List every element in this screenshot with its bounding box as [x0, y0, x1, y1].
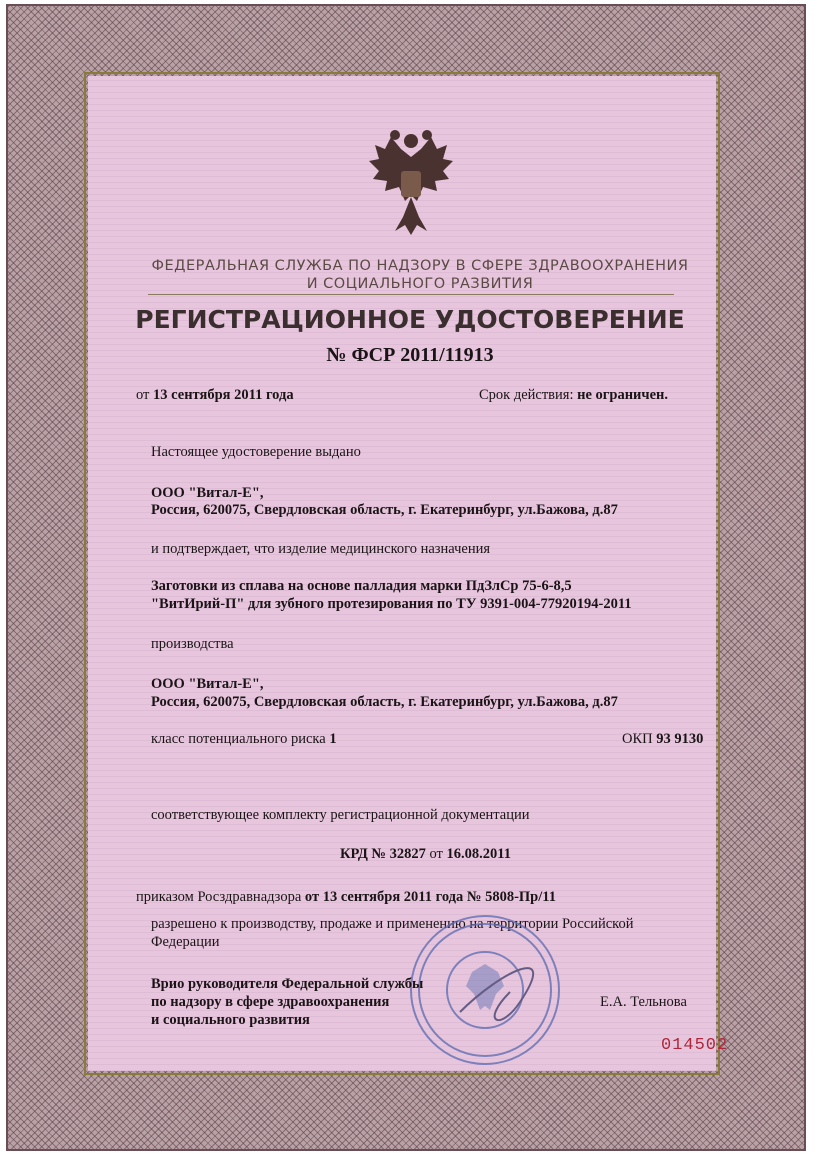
signatory-line-1: Врио руководителя Федеральной службы	[151, 976, 424, 992]
okp-label: ОКП	[622, 731, 653, 747]
certificate-number: № ФСР 2011/11913	[326, 344, 494, 366]
issue-date	[136, 387, 294, 404]
risk-value: 1	[329, 731, 337, 747]
permitted-line-2: Федерации	[151, 934, 220, 950]
order-value: от 13 сентября 2011 года № 5808-Пр/11	[304, 889, 556, 905]
agency-line-2: И СОЦИАЛЬНОГО РАЗВИТИЯ	[306, 276, 534, 292]
okp-value: 93 9130	[656, 731, 704, 747]
order-line	[136, 889, 556, 906]
issue-date-prefix: от	[136, 387, 150, 403]
conformity-text: соответствующее комплекту регистрационной документации	[151, 807, 530, 823]
issued-to-name: ООО "Витал-Е",	[151, 485, 264, 501]
product-line-2: "ВитИрий-П" для зубного протезирования по ТУ 9391-004-77920194-2011	[151, 596, 632, 612]
product-line-1: Заготовки из сплава на основе палладия марки ПдЗлСр 75-6-8,5	[151, 578, 572, 594]
okp-code	[622, 731, 703, 748]
krd-middle: от	[429, 846, 443, 862]
confirms-text: и подтверждает, что изделие медицинского назначения	[151, 541, 491, 557]
certificate-title: РЕГИСТРАЦИОННОЕ УДОСТОВЕРЕНИЕ	[135, 305, 685, 334]
signatory-line-2: по надзору в сфере здравоохранения	[151, 994, 390, 1010]
signatory-name: Е.А. Тельнова	[600, 994, 687, 1010]
agency-line-1: ФЕДЕРАЛЬНАЯ СЛУЖБА ПО НАДЗОРУ В СФЕРЕ ЗДРАВООХРАНЕНИЯ	[151, 258, 689, 274]
serial-number: 014502	[661, 1036, 729, 1055]
krd-label: КРД № 32827	[340, 846, 426, 862]
production-label: производства	[151, 636, 234, 652]
krd-reference	[340, 846, 511, 863]
validity-value: не ограничен.	[577, 387, 668, 403]
issued-to-intro: Настоящее удостоверение выдано	[151, 444, 361, 460]
permitted-line-1: разрешено к производству, продаже и применению на территории Российской	[151, 916, 634, 932]
order-label: приказом Росздравнадзора	[136, 889, 302, 905]
validity	[479, 387, 668, 404]
production-address: Россия, 620075, Свердловская область, г. Екатеринбург, ул.Бажова, д.87	[151, 694, 618, 710]
risk-label: класс потенциального риска	[151, 731, 326, 747]
validity-label: Срок действия:	[479, 387, 574, 403]
issued-to-address: Россия, 620075, Свердловская область, г. Екатеринбург, ул.Бажова, д.87	[151, 502, 618, 518]
krd-date: 16.08.2011	[446, 846, 511, 862]
signatory-line-3: и социального развития	[151, 1012, 310, 1028]
risk-class	[151, 731, 337, 748]
production-name: ООО "Витал-Е",	[151, 676, 264, 692]
official-stamp-icon	[400, 912, 570, 1068]
double-headed-eagle-icon	[365, 127, 457, 239]
divider	[148, 294, 674, 295]
issue-date-value: 13 сентября 2011 года	[153, 387, 294, 403]
